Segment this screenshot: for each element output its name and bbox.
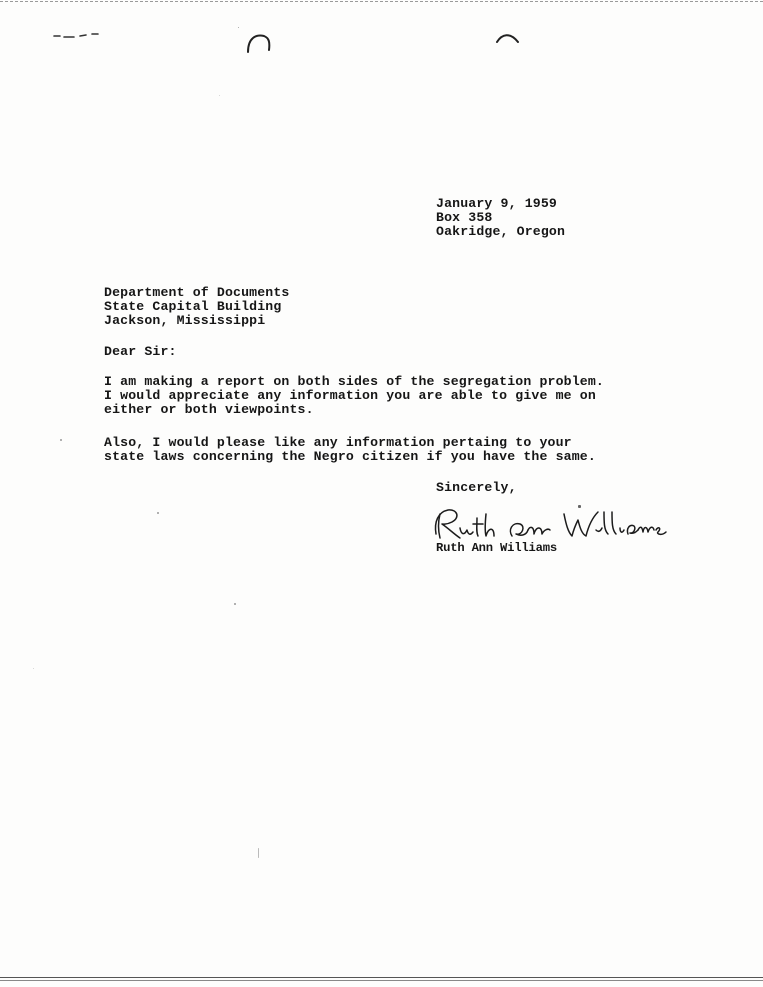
handwritten-signature xyxy=(430,500,680,546)
scan-speck xyxy=(234,603,236,605)
bottom-edge-rule xyxy=(0,977,763,978)
scan-speck xyxy=(219,95,220,96)
scan-speck xyxy=(60,439,62,441)
sender-box: Box 358 xyxy=(436,210,493,225)
paragraph-1-line: I am making a report on both sides of the segregation problem. xyxy=(104,374,604,389)
paragraph-2-line: Also, I would please like any information pertaing to your xyxy=(104,435,572,450)
sender-city: Oakridge, Oregon xyxy=(436,224,566,239)
recipient-line1: Department of Documents xyxy=(104,285,290,300)
bottom-edge-rule-secondary xyxy=(0,980,763,981)
punch-hole-mark-right xyxy=(494,30,524,50)
recipient-address xyxy=(104,286,289,328)
paragraph-1-line: either or both viewpoints. xyxy=(104,402,314,417)
salutation: Dear Sir: xyxy=(104,344,177,359)
paragraph-2 xyxy=(104,436,596,464)
letter-date: January 9, 1959 xyxy=(436,196,557,211)
recipient-line2: State Capital Building xyxy=(104,299,282,314)
scan-speck xyxy=(33,668,34,669)
top-dashed-border xyxy=(0,1,763,2)
scan-speck xyxy=(157,512,159,514)
recipient-line3: Jackson, Mississippi xyxy=(104,313,266,328)
punch-hole-mark-left xyxy=(244,32,274,54)
paragraph-1-line: I would appreciate any information you are able to give me on xyxy=(104,388,596,403)
scan-speck xyxy=(238,27,239,28)
scan-artifact-top-left xyxy=(52,30,102,40)
scan-speck xyxy=(258,848,259,858)
paragraph-2-line: state laws concerning the Negro citizen if you have the same. xyxy=(104,449,596,464)
scan-speck xyxy=(578,505,581,508)
typed-signer-name: Ruth Ann Williams xyxy=(436,541,557,555)
paragraph-1 xyxy=(104,375,604,417)
sender-address xyxy=(436,197,565,239)
closing: Sincerely, xyxy=(436,480,517,495)
